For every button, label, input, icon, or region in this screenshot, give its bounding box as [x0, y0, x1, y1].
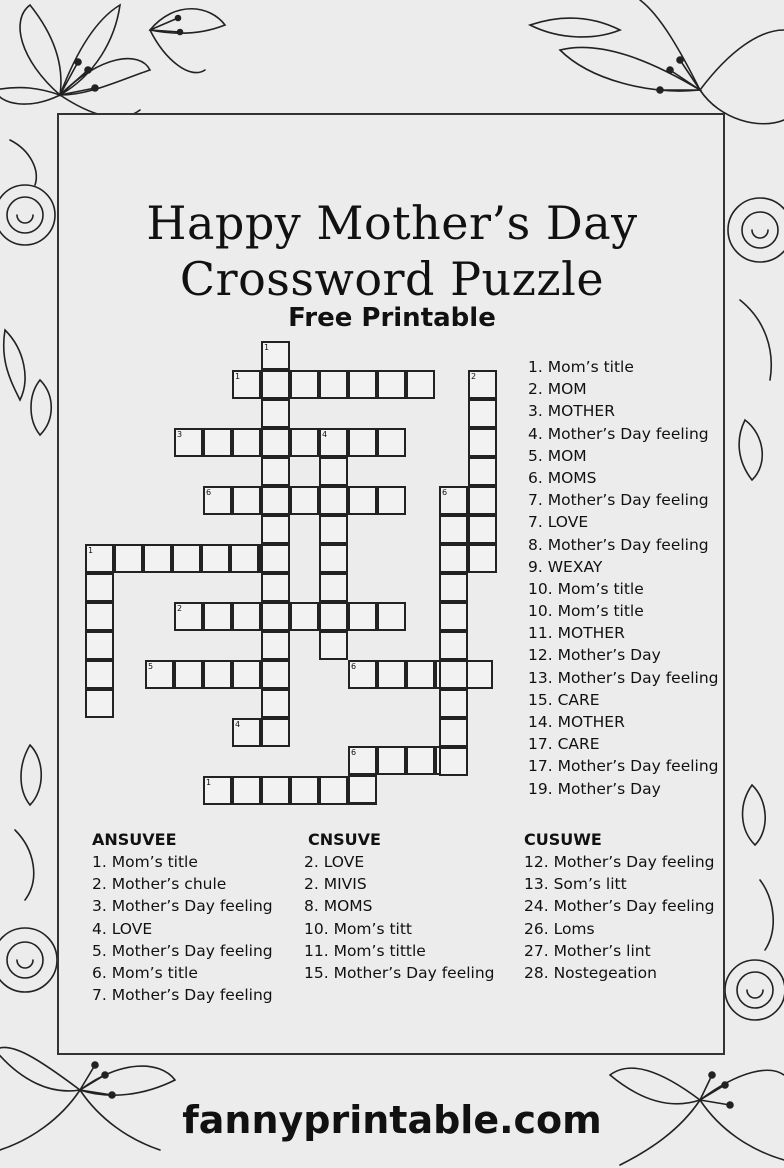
grid-cell[interactable]: [439, 544, 468, 573]
grid-cell[interactable]: [439, 515, 468, 544]
grid-cell[interactable]: [290, 428, 319, 457]
clue-column-2: [304, 851, 495, 984]
grid-cell[interactable]: [203, 486, 232, 515]
grid-cell[interactable]: [261, 689, 290, 718]
grid-cell[interactable]: [468, 457, 497, 486]
grid-clue-number: 1: [264, 343, 270, 352]
grid-cell[interactable]: [348, 746, 377, 775]
grid-cell[interactable]: [377, 746, 406, 775]
grid-cell[interactable]: [85, 631, 114, 660]
clue-item: 13. Som’s litt: [524, 875, 627, 894]
clue-item: 2. LOVE: [304, 853, 365, 871]
grid-clue-number: 2: [177, 604, 183, 613]
grid-cell[interactable]: [261, 776, 290, 805]
clue-item: 6. MOMS: [528, 468, 597, 487]
grid-cell[interactable]: [85, 573, 114, 602]
grid-cell[interactable]: [406, 660, 435, 689]
grid-cell[interactable]: [468, 399, 497, 428]
grid-cell[interactable]: [377, 486, 406, 515]
grid-cell[interactable]: [319, 515, 348, 544]
grid-cell[interactable]: [232, 602, 261, 631]
clue-item: 15. CARE: [528, 690, 600, 709]
clue-column-heading-3: CUSUWE: [524, 830, 602, 849]
grid-cell[interactable]: [319, 573, 348, 602]
grid-clue-number: 3: [177, 430, 183, 439]
footer-site-name: fannyprintable.com: [182, 1098, 602, 1142]
page-title-line2: Crossword Puzzle: [179, 252, 605, 306]
grid-cell[interactable]: [290, 602, 319, 631]
clue-column-heading-1: ANSUVEE: [92, 830, 177, 849]
grid-cell[interactable]: [172, 544, 201, 573]
clue-item: 15. Mother’s Day feeling: [304, 963, 495, 982]
grid-clue-number: 2: [471, 372, 477, 381]
clue-item: 11. Mom’s tittle: [304, 941, 426, 960]
grid-cell[interactable]: [261, 399, 290, 428]
grid-cell[interactable]: [85, 544, 114, 573]
grid-cell[interactable]: [377, 602, 406, 631]
clue-item: 2. Mother’s chule: [92, 875, 227, 894]
grid-cell[interactable]: [174, 602, 203, 631]
grid-cell[interactable]: [201, 544, 230, 573]
grid-cell[interactable]: [439, 602, 468, 631]
grid-cell[interactable]: [232, 718, 261, 747]
grid-cell[interactable]: [232, 486, 261, 515]
grid-clue-number: 6: [351, 748, 357, 757]
clue-item: 13. Mother’s Day feeling: [528, 668, 719, 687]
clue-item: 19. Mother’s Day: [528, 779, 661, 798]
grid-cell[interactable]: [85, 689, 114, 718]
clue-item: 10. Mom’s titt: [304, 919, 413, 938]
grid-cell[interactable]: [114, 544, 143, 573]
clue-item: 10. Mom’s title: [528, 579, 644, 598]
grid-cell[interactable]: [406, 370, 435, 399]
grid-cell[interactable]: [261, 370, 290, 399]
grid-clue-number: 1: [235, 372, 241, 381]
grid-cell[interactable]: [261, 341, 290, 370]
grid-cell[interactable]: [468, 486, 497, 515]
clue-column-heading-2: CNSUVE: [308, 830, 381, 849]
clue-item: 3. MOTHER: [528, 402, 615, 421]
clue-item: 4. Mother’s Day feeling: [528, 424, 709, 443]
grid-cell[interactable]: [468, 515, 497, 544]
clue-item: 7. Mother’s Day feeling: [528, 491, 709, 510]
grid-cell[interactable]: [261, 544, 290, 573]
page-subtitle: Free Printable: [288, 303, 496, 333]
grid-clue-number: 6: [351, 662, 357, 671]
grid-cell[interactable]: [464, 660, 493, 689]
grid-cell[interactable]: [203, 776, 232, 805]
grid-cell[interactable]: [377, 660, 406, 689]
grid-cell[interactable]: [230, 544, 259, 573]
grid-cell[interactable]: [348, 775, 377, 804]
grid-cell[interactable]: [439, 573, 468, 602]
grid-clue-number: 4: [322, 430, 328, 439]
grid-cell[interactable]: [261, 718, 290, 747]
grid-cell[interactable]: [261, 573, 290, 602]
grid-cell[interactable]: [261, 457, 290, 486]
grid-cell[interactable]: [439, 660, 468, 689]
clue-item: 9. WEXAY: [528, 557, 603, 576]
clue-item: 28. Nostegeation: [524, 963, 657, 982]
grid-cell[interactable]: [261, 515, 290, 544]
grid-cell[interactable]: [232, 370, 261, 399]
grid-cell[interactable]: [319, 370, 348, 399]
clue-item: 26. Loms: [524, 919, 595, 938]
grid-cell[interactable]: [85, 602, 114, 631]
grid-cell[interactable]: [319, 428, 348, 457]
clue-item: 7. Mother’s Day feeling: [92, 986, 273, 1005]
clue-list-right: [528, 356, 719, 800]
grid-cell[interactable]: [319, 602, 348, 631]
grid-cell[interactable]: [145, 660, 174, 689]
clue-item: 3. Mother’s Day feeling: [92, 897, 273, 916]
grid-cell[interactable]: [174, 660, 203, 689]
grid-cell[interactable]: [319, 631, 348, 660]
grid-cell[interactable]: [203, 660, 232, 689]
clue-item: 4. LOVE: [92, 919, 153, 938]
grid-cell[interactable]: [377, 428, 406, 457]
grid-cell[interactable]: [319, 486, 348, 515]
grid-cell[interactable]: [261, 660, 290, 689]
grid-cell[interactable]: [203, 602, 232, 631]
grid-cell[interactable]: [232, 428, 261, 457]
grid-cell[interactable]: [261, 602, 290, 631]
grid-cell[interactable]: [319, 457, 348, 486]
grid-cell[interactable]: [468, 428, 497, 457]
grid-cell[interactable]: [174, 428, 203, 457]
clue-column-3: [524, 851, 715, 984]
clue-item: 17. Mother’s Day feeling: [528, 757, 719, 776]
grid-cell[interactable]: [290, 486, 319, 515]
grid-cell[interactable]: [439, 486, 468, 515]
clue-item: 12. Mother’s Day feeling: [524, 853, 715, 871]
clue-item: 2. MOM: [528, 380, 587, 399]
clue-item: 6. Mom’s title: [92, 963, 198, 982]
grid-cell[interactable]: [439, 631, 468, 660]
clue-item: 2. MIVIS: [304, 875, 367, 894]
clue-item: 11. MOTHER: [528, 624, 625, 643]
grid-cell[interactable]: [319, 776, 348, 805]
grid-cell[interactable]: [232, 660, 261, 689]
grid-clue-number: 1: [88, 546, 94, 555]
grid-clue-number: 6: [442, 488, 448, 497]
grid-cell[interactable]: [439, 747, 468, 776]
grid-clue-number: 1: [206, 778, 212, 787]
grid-cell[interactable]: [348, 370, 377, 399]
grid-clue-number: 6: [206, 488, 212, 497]
grid-cell[interactable]: [143, 544, 172, 573]
clue-item: 27. Mother’s lint: [524, 941, 651, 960]
clue-column-1: [92, 851, 273, 1006]
grid-cell[interactable]: [290, 776, 319, 805]
grid-cell[interactable]: [232, 776, 261, 805]
grid-cell[interactable]: [468, 544, 497, 573]
grid-cell[interactable]: [261, 486, 290, 515]
clue-item: 14. MOTHER: [528, 713, 625, 731]
clue-item: 1. Mom’s title: [92, 853, 198, 871]
page-title-line1: Happy Mother’s Day: [146, 196, 638, 250]
grid-cell[interactable]: [261, 428, 290, 457]
grid-cell[interactable]: [85, 660, 114, 689]
grid-cell[interactable]: [203, 428, 232, 457]
grid-cell[interactable]: [319, 544, 348, 573]
clue-item: 5. MOM: [528, 446, 587, 465]
clue-item: 17. CARE: [528, 735, 600, 754]
grid-clue-number: 4: [235, 720, 241, 729]
clue-item: 24. Mother’s Day feeling: [524, 897, 715, 916]
grid-cell[interactable]: [468, 370, 497, 399]
grid-cell[interactable]: [348, 486, 377, 515]
grid-cell[interactable]: [348, 602, 377, 631]
clue-item: 5. Mother’s Day feeling: [92, 941, 273, 960]
grid-cell[interactable]: [377, 370, 406, 399]
grid-cell[interactable]: [406, 746, 435, 775]
grid-cell[interactable]: [439, 689, 468, 718]
grid-cell[interactable]: [290, 370, 319, 399]
clue-item: 8. MOMS: [304, 897, 373, 916]
grid-cell[interactable]: [348, 660, 377, 689]
clue-item: 12. Mother’s Day: [528, 646, 661, 665]
grid-clue-number: 5: [148, 662, 154, 671]
grid-cell[interactable]: [348, 428, 377, 457]
clue-item: 7. LOVE: [528, 513, 589, 532]
clue-item: 1. Mom’s title: [528, 358, 634, 376]
clue-item: 8. Mother’s Day feeling: [528, 535, 709, 554]
clue-item: 10. Mom’s title: [528, 602, 644, 621]
grid-cell[interactable]: [261, 631, 290, 660]
grid-cell[interactable]: [439, 718, 468, 747]
